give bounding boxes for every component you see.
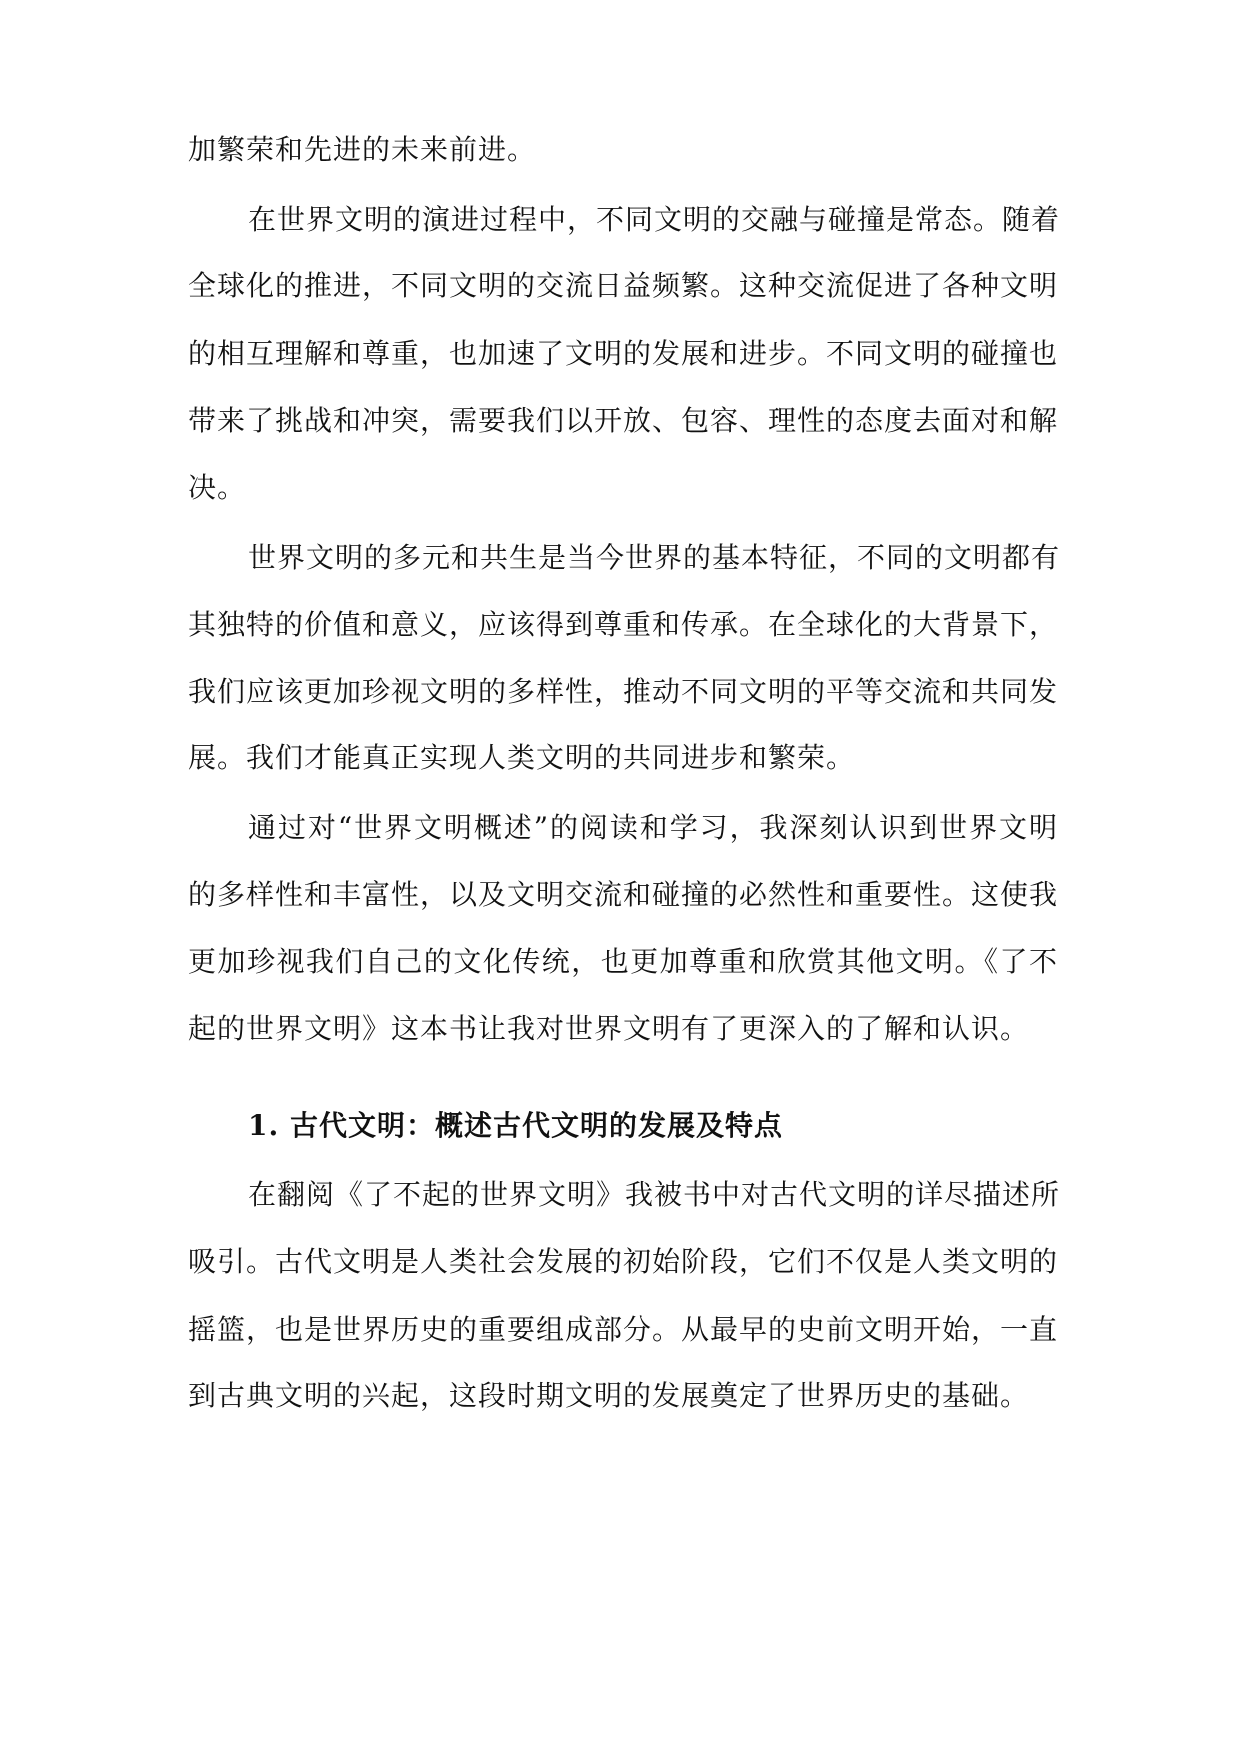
paragraph-line: 起的世界文明》这本书让我对世界文明有了更深入的了解和认识。	[188, 1012, 1030, 1045]
paragraph-line: 在翻阅《了不起的世界文明》我被书中对古代文明的详尽描述所	[248, 1178, 1061, 1211]
paragraph-line: 决。	[188, 471, 247, 504]
paragraph-line: 在世界文明的演进过程中，不同文明的交融与碰撞是常态。随着	[248, 203, 1061, 236]
paragraph-line: 到古典文明的兴起，这段时期文明的发展奠定了世界历史的基础。	[188, 1379, 1030, 1412]
paragraph-line: 其独特的价值和意义，应该得到尊重和传承。在全球化的大背景下，	[188, 608, 1059, 641]
paragraph-line: 吸引。古代文明是人类社会发展的初始阶段，它们不仅是人类文明的	[188, 1245, 1059, 1278]
paragraph-line: 更加珍视我们自己的文化传统，也更加尊重和欣赏其他文明。《了不	[188, 945, 1058, 978]
paragraph-line: 摇篮，也是世界历史的重要组成部分。从最早的史前文明开始，一直	[188, 1313, 1059, 1346]
section-heading: 1. 古代文明：概述古代文明的发展及特点	[248, 1109, 783, 1142]
paragraph-line: 全球化的推进，不同文明的交流日益频繁。这种交流促进了各种文明	[188, 269, 1059, 302]
paragraph-line: 通过对“世界文明概述”的阅读和学习，我深刻认识到世界文明	[248, 811, 1058, 844]
paragraph-line: 的多样性和丰富性，以及文明交流和碰撞的必然性和重要性。这使我	[188, 878, 1059, 911]
paragraph-line: 我们应该更加珍视文明的多样性，推动不同文明的平等交流和共同发	[188, 675, 1059, 708]
paragraph-line: 的相互理解和尊重，也加速了文明的发展和进步。不同文明的碰撞也	[188, 337, 1059, 370]
paragraph-line: 加繁荣和先进的未来前进。	[188, 133, 537, 166]
paragraph-line: 世界文明的多元和共生是当今世界的基本特征，不同的文明都有	[248, 541, 1061, 574]
paragraph-line: 带来了挑战和冲突，需要我们以开放、包容、理性的态度去面对和解	[188, 404, 1059, 437]
paragraph-line: 展。我们才能真正实现人类文明的共同进步和繁荣。	[188, 741, 856, 774]
